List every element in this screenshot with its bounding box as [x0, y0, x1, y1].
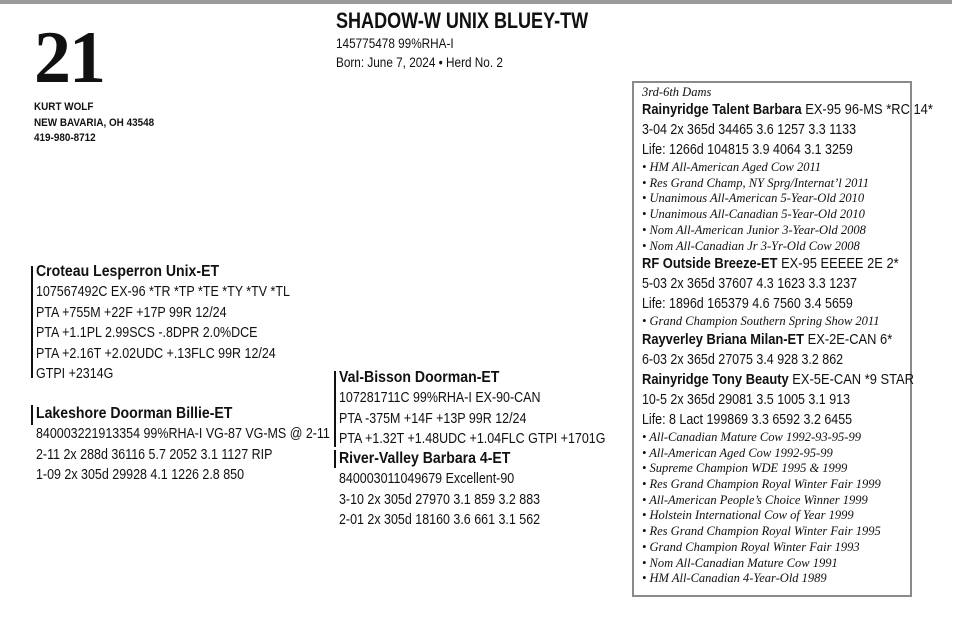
award-item: • Res Grand Champ, NY Sprg/Internat’l 2011	[642, 175, 869, 190]
award-item: • Res Grand Champion Royal Winter Fair 1995	[642, 524, 881, 539]
mgd-block	[339, 448, 573, 531]
dam-title-name: Rainyridge Tony Beauty	[642, 370, 789, 388]
dam-record: Life: 8 Lact 199869 3.3 6592 3.2 6455	[642, 411, 853, 428]
dam-line: 2-11 2x 288d 36116 5.7 2052 3.1 1127 RIP	[36, 446, 273, 463]
mgd-line: 840003011049679 Excellent-90	[339, 471, 515, 487]
award-item: • All-American Aged Cow 1992-95-99	[642, 445, 833, 460]
consignor-info	[34, 100, 154, 147]
animal-name: SHADOW-W UNIX BLUEY-TW	[336, 8, 589, 33]
consignor-name: KURT WOLF	[34, 101, 94, 113]
sire-line: 107567492C EX-96 *TR *TP *TE *TY *TV *TL	[36, 284, 290, 300]
dam-record: 5-03 2x 365d 37607 4.3 1623 3.3 1237	[642, 276, 857, 293]
dam-record: Life: 1266d 104815 3.9 4064 3.1 3259	[642, 142, 853, 158]
dam-block	[36, 403, 378, 486]
award-item: • Holstein International Cow of Year 1999	[642, 508, 854, 523]
mgs-block	[339, 367, 649, 450]
award-item: • Nom All-American Junior 3-Year-Old 2008	[642, 222, 866, 237]
consignor-phone: 419-980-8712	[34, 132, 96, 144]
animal-header	[336, 8, 644, 72]
award-item: • All-American People’s Choice Winner 1999	[642, 492, 868, 507]
dam-title	[642, 370, 933, 390]
dams-box	[632, 81, 933, 597]
award-item: • Nom All-Canadian Mature Cow 1991	[642, 555, 838, 570]
dam-line: 1-09 2x 305d 29928 4.1 1226 2.8 850	[36, 467, 245, 483]
mgd-name: River-Valley Barbara 4-ET	[339, 450, 511, 467]
sire-block	[36, 261, 331, 385]
award-item: • HM All-American Aged Cow 2011	[642, 160, 822, 174]
dam-title	[642, 330, 933, 350]
sire-line: PTA +755M +22F +17P 99R 12/24	[36, 304, 227, 321]
mgd-line: 2-01 2x 305d 18160 3.6 661 3.1 562	[339, 512, 541, 528]
dam-record: 6-03 2x 365d 27075 3.4 928 3.2 862	[642, 351, 844, 368]
dam-title	[642, 254, 933, 274]
dam-title	[642, 100, 933, 120]
sire-name: Croteau Lesperron Unix-ET	[36, 263, 220, 280]
sire-line: PTA +1.1PL 2.99SCS -.8DPR 2.0%DCE	[36, 325, 258, 341]
animal-registration: 145775478 99%RHA-I	[336, 35, 454, 51]
dam-record: 3-04 2x 365d 34465 3.6 1257 3.3 1133	[642, 122, 857, 138]
award-item: • Nom All-Canadian Jr 3-Yr-Old Cow 2008	[642, 238, 860, 253]
top-border	[0, 0, 952, 4]
dam-score: EX-95 EEEEE 2E 2*	[781, 255, 899, 273]
dam-name: Lakeshore Doorman Billie-ET	[36, 405, 233, 422]
consignor-city: NEW BAVARIA, OH 43548	[34, 116, 155, 129]
award-item: • All-Canadian Mature Cow 1992-93-95-99	[642, 429, 861, 444]
mgs-name: Val-Bisson Doorman-ET	[339, 369, 500, 386]
dam-title-name: RF Outside Breeze-ET	[642, 255, 778, 273]
award-item: • Unanimous All-American 5-Year-Old 2010	[642, 191, 865, 206]
dam-record: Life: 1896d 165379 4.6 7560 3.4 5659	[642, 296, 853, 313]
lot-number: 21	[34, 17, 104, 99]
dam-title-name: Rainyridge Talent Barbara	[642, 101, 802, 118]
award-item: • Supreme Champion WDE 1995 & 1999	[642, 461, 848, 476]
mgs-line: PTA -375M +14F +13P 99R 12/24	[339, 410, 527, 427]
award-item: • Grand Champion Southern Spring Show 2011	[642, 314, 880, 329]
dam-score: EX-2E-CAN 6*	[807, 330, 893, 348]
dam-score: EX-95 96-MS *RC 14*	[805, 101, 933, 118]
sire-line: GTPI +2314G	[36, 366, 114, 382]
dam-line: 840003221913354 99%RHA-I VG-87 VG-MS @ 2-11	[36, 426, 330, 442]
award-item: • HM All-Canadian 4-Year-Old 1989	[642, 571, 827, 586]
sire-bracket-line	[31, 266, 33, 378]
animal-born: Born: June 7, 2024 • Herd No. 2	[336, 54, 503, 70]
mgs-line: 107281711C 99%RHA-I EX-90-CAN	[339, 390, 541, 406]
dam-bracket-line	[31, 405, 33, 425]
mgs-line: PTA +1.32T +1.48UDC +1.04FLC GTPI +1701G	[339, 431, 606, 447]
dam-title-name: Rayverley Briana Milan-ET	[642, 330, 805, 348]
dam-score: EX-5E-CAN *9 STAR	[792, 370, 914, 388]
award-item: • Res Grand Champion Royal Winter Fair 1999	[642, 477, 881, 492]
dam-record: 10-5 2x 365d 29081 3.5 1005 3.1 913	[642, 391, 851, 408]
award-item: • Grand Champion Royal Winter Fair 1993	[642, 539, 860, 554]
sire-line: PTA +2.16T +2.02UDC +.13FLC 99R 12/24	[36, 345, 276, 362]
award-item: • Unanimous All-Canadian 5-Year-Old 2010	[642, 207, 865, 222]
mgd-line: 3-10 2x 305d 27970 3.1 859 3.2 883	[339, 491, 541, 508]
dams-heading: 3rd-6th Dams	[642, 85, 712, 99]
